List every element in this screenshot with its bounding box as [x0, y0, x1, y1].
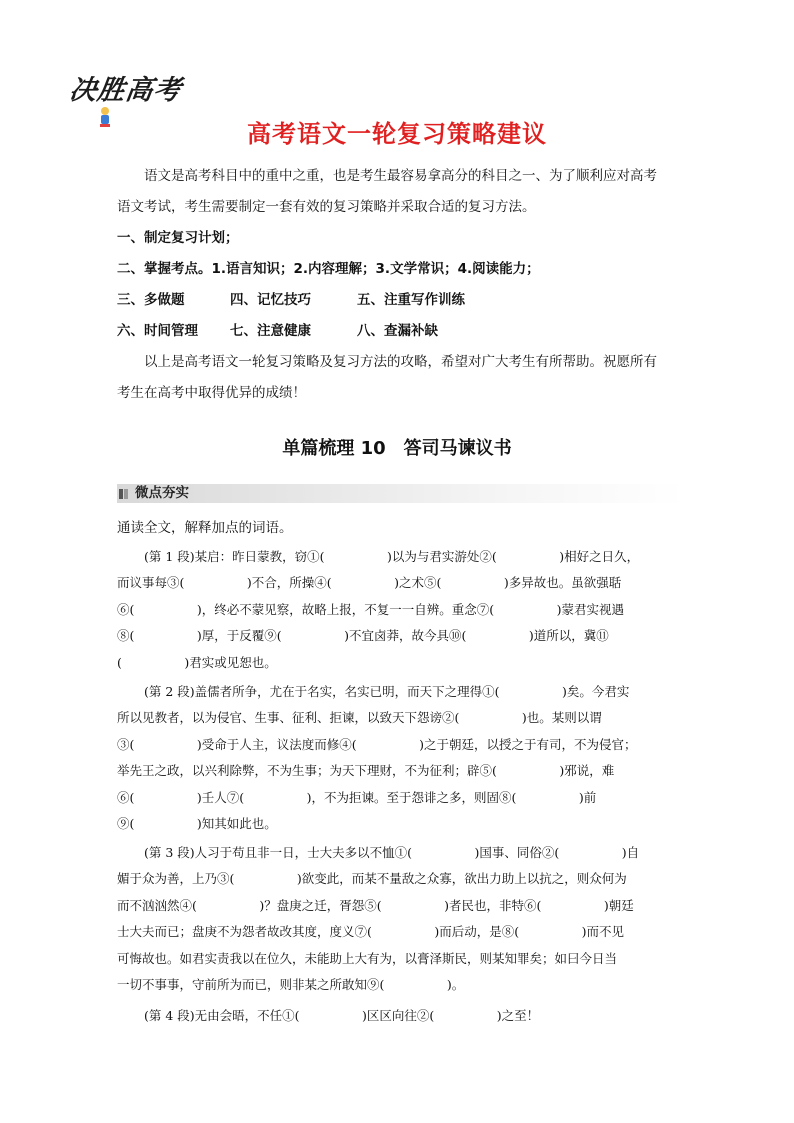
passage-line: ⑧( )厚，于反覆⑨( )不宜卤莽，故今具⑩( )道所以，冀⑪ — [117, 628, 609, 643]
intro-para1-line2: 语文考试，考生需要制定一套有效的复习策略并采取合适的复习方法。 — [117, 199, 536, 215]
section-title: 单篇梳理 10 答司马谏议书 — [282, 438, 512, 459]
logo-text: 决胜高考 — [67, 75, 184, 106]
instruction: 通读全文，解释加点的词语。 — [117, 520, 293, 536]
intro-para2-line2: 考生在高考中取得优异的成绩！ — [117, 385, 306, 401]
passage-line: ③( )受命于人主，议法度而修④( )之于朝廷，以授之于有司，不为侵官； — [117, 737, 637, 752]
item5: 五、注重写作训练 — [357, 292, 465, 308]
sub-heading-bar — [117, 484, 685, 503]
passage-line: 一切不事事，守前所为而已，则非某之所敢知⑨( )。 — [117, 977, 465, 992]
passage-line: ⑥( )，终必不蒙见察，故略上报，不复一一自辨。重念⑦( )蒙君实视遇 — [117, 602, 625, 617]
intro-item1: 一、制定复习计划； — [117, 230, 239, 246]
passage-line: 所以见教者，以为侵官、生事、征利、拒谏，以致天下怨谤②( )也。某则以谓 — [117, 710, 602, 725]
bar-mark-icon — [124, 489, 128, 499]
passage-line: ⑥( )壬人⑦( )，不为拒谏。至于怨诽之多，则固⑧( )前 — [117, 790, 597, 805]
passage-line: ( )君实或见恕也。 — [117, 655, 277, 670]
intro-row3 — [117, 290, 465, 310]
item8: 八、查漏补缺 — [357, 323, 438, 339]
passage-line: (第 1 段)某启：昨日蒙教，窃①( )以为与君实游处②( )相好之日久， — [144, 549, 640, 564]
intro-para2-line1: 以上是高考语文一轮复习策略及复习方法的攻略，希望对广大考生有所帮助。祝愿所有 — [144, 354, 657, 370]
passage-line: 士大夫而已；盘庚不为怨者故改其度，度义⑦( )而后动，是⑧( )而不见 — [117, 924, 625, 939]
passage-line: (第 2 段)盖儒者所争，尤在于名实，名实已明，而天下之理得①( )矣。今君实 — [144, 684, 630, 699]
item7: 七、注意健康 — [230, 323, 311, 339]
item4: 四、记忆技巧 — [230, 292, 311, 308]
intro-para1-line1: 语文是高考科目中的重中之重，也是考生最容易拿高分的科目之一、为了顺利应对高考 — [144, 168, 657, 184]
item3: 三、多做题 — [117, 292, 185, 308]
passage-line: ⑨( )知其如此也。 — [117, 816, 277, 831]
intro-item2: 二、掌握考点。1.语言知识；2.内容理解；3.文学常识；4.阅读能力； — [117, 261, 540, 277]
passage-line: 而议事每③( )不合，所操④( )之术⑤( )多异故也。虽欲强聒 — [117, 575, 622, 590]
passage-line: (第 4 段)无由会晤，不任①( )区区向往②( )之至！ — [144, 1008, 540, 1023]
item6: 六、时间管理 — [117, 323, 198, 339]
passage-line: 举先王之政，以兴利除弊，不为生事；为天下理财，不为征利；辟⑤( )邪说，难 — [117, 763, 615, 778]
passage-line: 而不汹汹然④( )？盘庚之迁，胥怨⑤( )者民也，非特⑥( )朝廷 — [117, 898, 634, 913]
page-title: 高考语文一轮复习策略建议 — [247, 120, 547, 148]
bar-mark-icon — [119, 489, 123, 499]
passage-line: (第 3 段)人习于苟且非一日，士大夫多以不恤①( )国事、同俗②( )自 — [144, 845, 640, 860]
passage-line: 媚于众为善，上乃③( )欲变此，而某不量敌之众寡，欲出力助上以抗之，则众何为 — [117, 871, 627, 886]
intro-row4 — [117, 321, 438, 341]
passage-line: 可悔故也。如君实责我以在位久，未能助上大有为，以膏泽斯民，则某知罪矣；如曰今日当 — [117, 951, 618, 966]
sub-heading: 微点夯实 — [135, 485, 189, 501]
